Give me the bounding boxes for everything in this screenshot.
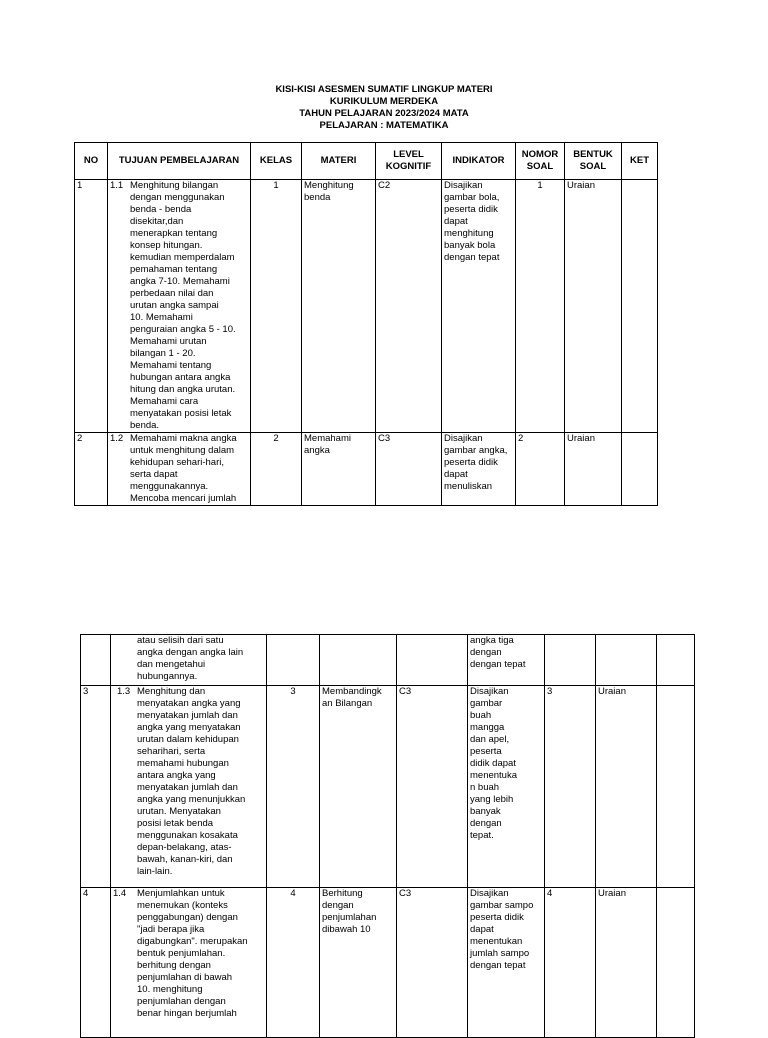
cell-indikator: Disajikan gambar sampo peserta didik dapat menentukan jumlah sampo dengan tepat	[468, 888, 545, 1038]
table-row	[81, 686, 695, 888]
cell-tujuan	[108, 180, 251, 433]
cell-materi: Membandingk an Bilangan	[320, 686, 397, 888]
cell-tujuan	[108, 433, 251, 506]
kisi-kisi-table-page-1	[74, 142, 658, 506]
cell-tujuan	[111, 888, 267, 1038]
cell-indikator: Disajikan gambar bola, peserta didik dapat menghitung banyak bola dengan tepat	[442, 180, 516, 433]
tp-text: Menghitung dan menyatakan angka yang menyatakan jumlah dan angka yang menyatakan urutan dalam kehidupan seharihari, serta memahami hubungan antara angka yang menyatakan jumlah dan angka yang menunjukkan urutan. Menyatakan posisi letak benda menggunakan kosakata depan-belakang, atas- bawah, kanan-kiri, dan lain-lain.	[137, 686, 246, 877]
cell-ket	[622, 433, 658, 506]
header-kelas: KELAS	[251, 143, 302, 180]
tp-number: 1.4	[113, 888, 127, 899]
title-line-4: PELAJARAN : MATEMATIKA	[319, 120, 449, 131]
cell-ket	[657, 635, 695, 686]
title-line-1: KISI-KISI ASESMEN SUMATIF LINGKUP MATERI	[275, 84, 493, 95]
kisi-kisi-table-page-2	[80, 634, 695, 1038]
cell-bentuk: Uraian	[596, 888, 657, 1038]
cell-no: 1	[75, 180, 108, 433]
cell-level: C2	[376, 180, 442, 433]
tp-text: Menghitung bilangan dengan menggunakan benda - benda disekitar,dan menerapkan tentang konsep hitungan. kemudian memperdalam pemahaman tentang angka 7-10. Memahami perbedaan nilai dan urutan angka sampai 10. Memahami penguraian angka 5 - 10. Memahami urutan bilangan 1 - 20. Memahami tentang hubungan antara angka hitung dan angka urutan. Memahami cara menyatakan posisi letak benda.	[130, 180, 236, 431]
header-bentuk: BENTUK SOAL	[565, 143, 622, 180]
cell-kelas: 2	[251, 433, 302, 506]
cell-nomor: 3	[545, 686, 596, 888]
cell-bentuk	[596, 635, 657, 686]
cell-indikator: Disajikan gambar angka, peserta didik dapat menuliskan	[442, 433, 516, 506]
cell-no: 3	[81, 686, 111, 888]
cell-no: 2	[75, 433, 108, 506]
table-row	[75, 180, 658, 433]
cell-materi	[320, 635, 397, 686]
cell-materi: Menghitung benda	[302, 180, 376, 433]
cell-kelas: 1	[251, 180, 302, 433]
document-title	[0, 84, 768, 132]
cell-kelas: 3	[267, 686, 320, 888]
tp-number: 1.2	[110, 433, 124, 444]
header-indikator: INDIKATOR	[442, 143, 516, 180]
header-level: LEVEL KOGNITIF	[376, 143, 442, 180]
header-tujuan: TUJUAN PEMBELAJARAN	[108, 143, 251, 180]
cell-ket	[622, 180, 658, 433]
cell-no	[81, 635, 111, 686]
tp-number: 1.3	[117, 686, 131, 697]
cell-nomor	[545, 635, 596, 686]
title-line-2: KURIKULUM MERDEKA	[329, 96, 439, 107]
header-nomor: NOMOR SOAL	[516, 143, 565, 180]
table-row	[81, 888, 695, 1038]
table-row-continued	[81, 635, 695, 686]
table-row	[75, 433, 658, 506]
cell-kelas: 4	[267, 888, 320, 1038]
tp-number: 1.1	[110, 180, 124, 191]
header-row	[75, 143, 658, 180]
cell-tujuan	[111, 635, 267, 686]
title-line-3: TAHUN PELAJARAN 2023/2024 MATA	[299, 108, 469, 119]
cell-level	[397, 635, 468, 686]
cell-bentuk: Uraian	[565, 180, 622, 433]
cell-level: C3	[376, 433, 442, 506]
cell-ket	[657, 686, 695, 888]
cell-nomor: 2	[516, 433, 565, 506]
cell-no: 4	[81, 888, 111, 1038]
cell-nomor: 4	[545, 888, 596, 1038]
header-ket: KET	[622, 143, 658, 180]
cell-ket	[657, 888, 695, 1038]
cell-materi: Berhitung dengan penjumlahan dibawah 10	[320, 888, 397, 1038]
header-no: NO	[75, 143, 108, 180]
cell-materi: Memahami angka	[302, 433, 376, 506]
cell-level: C3	[397, 888, 468, 1038]
cell-nomor: 1	[516, 180, 565, 433]
cell-indikator: angka tiga dengan dengan tepat	[468, 635, 545, 686]
tp-text: atau selisih dari satu angka dengan angka lain dan mengetahui hubungannya.	[137, 635, 244, 682]
cell-kelas	[267, 635, 320, 686]
cell-tujuan	[111, 686, 267, 888]
tp-text: Memahami makna angka untuk menghitung dalam kehidupan sehari-hari, serta dapat menggunakannya. Mencoba mencari jumlah	[130, 433, 237, 504]
header-materi: MATERI	[302, 143, 376, 180]
cell-bentuk: Uraian	[596, 686, 657, 888]
cell-indikator: Disajikan gambar buah mangga dan apel, peserta didik dapat menentuka n buah yang lebih banyak dengan tepat.	[468, 686, 545, 888]
cell-level: C3	[397, 686, 468, 888]
tp-text: Menjumlahkan untuk menemukan (konteks penggabungan) dengan "jadi berapa jika digabungkan". merupakan bentuk penjumlahan. berhitung dengan penjumlahan di bawah 10. menghitung penjumlahan dengan benar hingan berjumlah	[137, 888, 248, 1019]
cell-bentuk: Uraian	[565, 433, 622, 506]
